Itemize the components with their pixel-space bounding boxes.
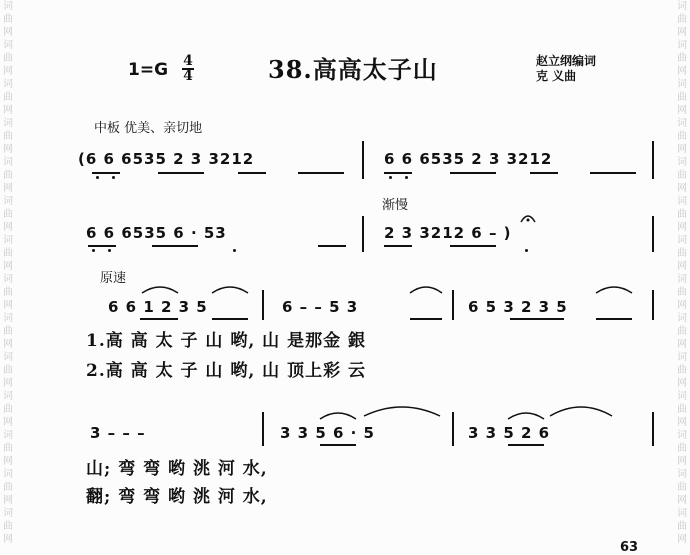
watermark-glyph: 词 <box>677 1 687 12</box>
underline <box>410 318 442 320</box>
lyrics-verse-2-line-4: 翻; 弯 弯 哟 洮 河 水, <box>86 487 268 507</box>
lyrics-verse-1-line-3: 1.高 高 太 子 山 哟, 山 是那金 銀 <box>86 331 367 351</box>
watermark-glyph: 网 <box>3 66 13 77</box>
watermark-glyph: 曲 <box>677 287 687 298</box>
watermark-glyph: 网 <box>677 144 687 155</box>
underline <box>596 318 632 320</box>
watermark-glyph: 词 <box>3 508 13 519</box>
time-signature <box>182 55 194 83</box>
watermark-glyph: 曲 <box>3 170 13 181</box>
watermark-glyph: 曲 <box>3 521 13 532</box>
underline <box>158 172 204 174</box>
watermark-glyph: 曲 <box>3 92 13 103</box>
watermark-glyph: 词 <box>677 430 687 441</box>
watermark-glyph: 曲 <box>3 248 13 259</box>
underline <box>298 172 344 174</box>
watermark-glyph: 网 <box>677 183 687 194</box>
watermark-glyph: 词 <box>677 391 687 402</box>
watermark-glyph: 曲 <box>3 14 13 25</box>
time-signature-bottom: 4 <box>183 68 193 84</box>
watermark-glyph: 曲 <box>3 287 13 298</box>
watermark-glyph: 词 <box>3 274 13 285</box>
original-tempo-marking: 原速 <box>100 271 127 286</box>
watermark-glyph: 词 <box>3 430 13 441</box>
watermark-glyph: 曲 <box>3 365 13 376</box>
barline <box>262 290 264 320</box>
watermark-glyph: 网 <box>677 300 687 311</box>
watermark-glyph: 网 <box>3 495 13 506</box>
watermark-glyph: 词 <box>3 391 13 402</box>
lyrics-verse-1-line-4: 山; 弯 弯 哟 洮 河 水, <box>86 459 268 479</box>
melody-measure-1: 6 6 1 2 3 5 <box>108 298 208 316</box>
watermark-glyph: 曲 <box>677 404 687 415</box>
underline <box>88 245 116 247</box>
underline <box>318 245 346 247</box>
watermark-glyph: 词 <box>3 313 13 324</box>
barline <box>452 290 454 320</box>
slur <box>594 283 634 295</box>
watermark-glyph: 词 <box>677 235 687 246</box>
page-number: 63 <box>620 540 639 555</box>
watermark-glyph: 网 <box>3 534 13 545</box>
watermark-glyph: 网 <box>677 27 687 38</box>
watermark-glyph: 词 <box>3 40 13 51</box>
watermark-glyph: 词 <box>3 469 13 480</box>
watermark-glyph: 词 <box>677 508 687 519</box>
watermark-glyph: 网 <box>3 339 13 350</box>
slur <box>408 283 444 295</box>
watermark-glyph: 曲 <box>677 92 687 103</box>
watermark-glyph: 网 <box>677 378 687 389</box>
watermark-glyph: 词 <box>677 469 687 480</box>
watermark-glyph: 网 <box>677 105 687 116</box>
slowing-marking: 渐慢 <box>382 198 409 213</box>
slur <box>140 283 180 295</box>
intro-measure-2: 6 6 6535 2 3 3212 <box>384 150 553 168</box>
key-signature: 1=G <box>128 60 169 80</box>
watermark-glyph: 词 <box>677 79 687 90</box>
barline <box>262 412 264 446</box>
watermark-glyph: 曲 <box>677 131 687 142</box>
watermark-glyph: 曲 <box>677 365 687 376</box>
barline <box>652 290 654 320</box>
watermark-glyph: 网 <box>3 222 13 233</box>
underline <box>508 444 544 446</box>
intro-measure-1: (6 6 6535 2 3 3212 <box>78 150 255 168</box>
watermark-glyph: 词 <box>3 79 13 90</box>
watermark-left <box>2 0 14 546</box>
watermark-glyph: 网 <box>3 456 13 467</box>
low-octave-dot <box>92 249 95 252</box>
underline <box>92 172 120 174</box>
watermark-glyph: 网 <box>677 222 687 233</box>
watermark-glyph: 网 <box>677 456 687 467</box>
barline <box>362 141 364 179</box>
watermark-glyph: 曲 <box>3 404 13 415</box>
watermark-glyph: 词 <box>677 352 687 363</box>
watermark-glyph: 网 <box>3 183 13 194</box>
low-octave-dot <box>525 249 528 252</box>
underline <box>530 172 558 174</box>
watermark-glyph: 曲 <box>677 521 687 532</box>
low-octave-dot <box>96 176 99 179</box>
watermark-glyph: 网 <box>3 144 13 155</box>
tie <box>362 402 442 418</box>
watermark-glyph: 网 <box>3 417 13 428</box>
watermark-glyph: 词 <box>677 274 687 285</box>
underline <box>212 318 248 320</box>
underline <box>590 172 636 174</box>
underline <box>140 318 178 320</box>
melody-measure-5: 3 3 5 6 · 5 <box>280 424 375 442</box>
watermark-glyph: 曲 <box>677 53 687 64</box>
underline <box>450 245 496 247</box>
watermark-glyph: 曲 <box>3 443 13 454</box>
watermark-glyph: 词 <box>3 235 13 246</box>
underline <box>450 172 496 174</box>
tempo-marking: 中板 优美、亲切地 <box>94 121 203 136</box>
watermark-glyph: 网 <box>3 261 13 272</box>
watermark-glyph: 网 <box>3 105 13 116</box>
watermark-glyph: 曲 <box>677 443 687 454</box>
underline <box>510 318 564 320</box>
watermark-glyph: 词 <box>677 118 687 129</box>
watermark-glyph: 曲 <box>3 53 13 64</box>
low-octave-dot <box>233 249 236 252</box>
watermark-glyph: 网 <box>3 300 13 311</box>
watermark-glyph: 网 <box>677 66 687 77</box>
watermark-glyph: 网 <box>677 495 687 506</box>
watermark-glyph: 词 <box>3 1 13 12</box>
watermark-glyph: 曲 <box>3 482 13 493</box>
watermark-glyph: 网 <box>3 27 13 38</box>
intro-measure-3: 6 6 6535 6 · 53 <box>86 224 227 242</box>
song-title: 38.高高太子山 <box>268 55 438 84</box>
watermark-glyph: 词 <box>3 157 13 168</box>
intro-measure-4: 2 3 3212 6 – ) <box>384 224 512 242</box>
watermark-glyph: 曲 <box>677 248 687 259</box>
barline <box>652 216 654 252</box>
composer-credit: 克 义曲 <box>536 69 577 83</box>
watermark-glyph: 词 <box>677 196 687 207</box>
watermark-glyph: 网 <box>677 261 687 272</box>
watermark-glyph: 网 <box>3 378 13 389</box>
underline <box>384 245 412 247</box>
melody-measure-4: 3 – – – <box>90 424 146 442</box>
watermark-glyph: 曲 <box>677 14 687 25</box>
slur <box>506 409 546 421</box>
barline <box>452 412 454 446</box>
underline <box>384 172 412 174</box>
barline <box>652 141 654 179</box>
low-octave-dot <box>112 176 115 179</box>
watermark-glyph: 网 <box>677 339 687 350</box>
low-octave-dot <box>389 176 392 179</box>
lyrics-verse-2-line-3: 2.高 高 太 子 山 哟, 山 顶上彩 云 <box>86 361 367 381</box>
watermark-right <box>676 0 688 546</box>
lyricist-credit: 赵立纲编词 <box>536 54 597 68</box>
melody-measure-2: 6 – – 5 3 <box>282 298 359 316</box>
low-octave-dot <box>108 249 111 252</box>
watermark-glyph: 曲 <box>3 209 13 220</box>
underline <box>238 172 266 174</box>
fermata-mark <box>520 210 536 224</box>
underline <box>320 444 356 446</box>
watermark-glyph: 词 <box>677 157 687 168</box>
slur <box>318 409 358 421</box>
slur <box>210 283 250 295</box>
watermark-glyph: 网 <box>677 417 687 428</box>
watermark-glyph: 词 <box>3 118 13 129</box>
melody-measure-3: 6 5 3 2 3 5 <box>468 298 568 316</box>
watermark-glyph: 曲 <box>677 482 687 493</box>
underline <box>152 245 198 247</box>
barline <box>362 216 364 252</box>
watermark-glyph: 网 <box>677 534 687 545</box>
watermark-glyph: 词 <box>3 352 13 363</box>
watermark-glyph: 曲 <box>677 209 687 220</box>
melody-measure-6: 3 3 5 2 6 <box>468 424 551 442</box>
watermark-glyph: 词 <box>677 313 687 324</box>
watermark-glyph: 曲 <box>3 326 13 337</box>
watermark-glyph: 曲 <box>677 170 687 181</box>
tie <box>548 402 614 418</box>
low-octave-dot <box>405 176 408 179</box>
watermark-glyph: 词 <box>3 196 13 207</box>
watermark-glyph: 曲 <box>677 326 687 337</box>
watermark-glyph: 曲 <box>3 131 13 142</box>
watermark-glyph: 词 <box>677 40 687 51</box>
barline <box>652 412 654 446</box>
time-signature-top: 4 <box>183 53 193 69</box>
